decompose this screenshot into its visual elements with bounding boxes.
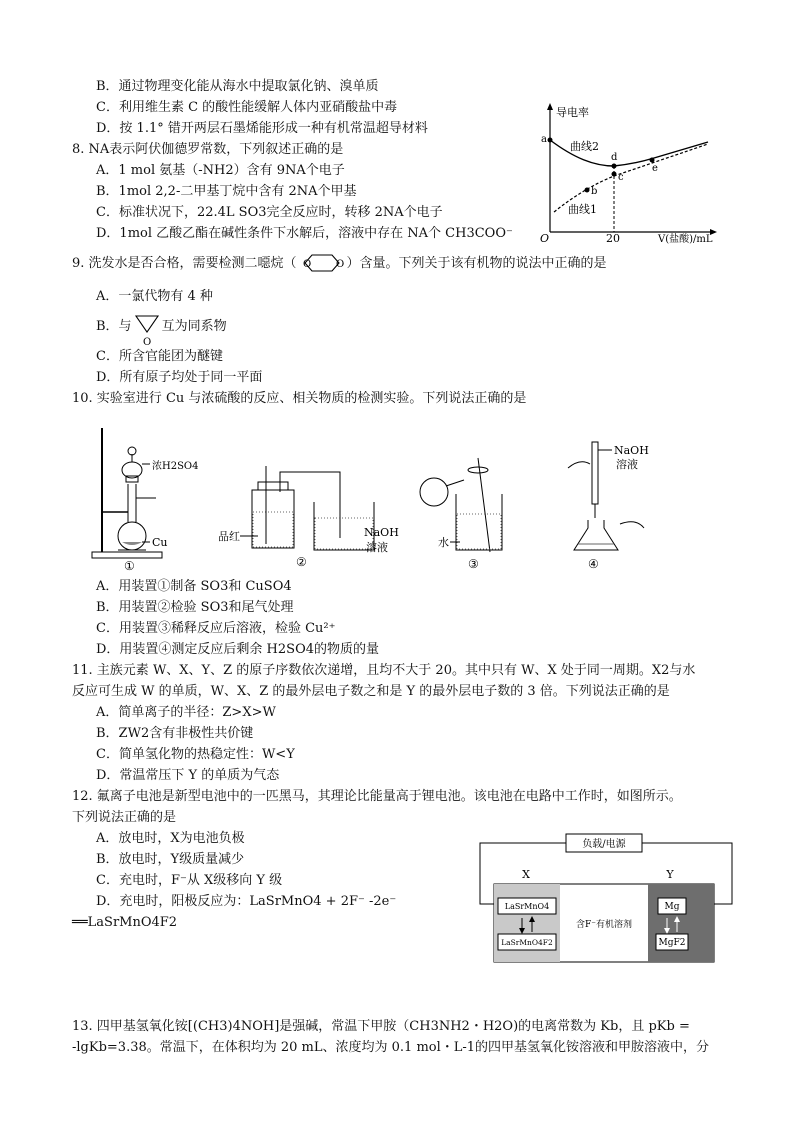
graph-point-e: [650, 158, 655, 163]
app3-water-label: 水: [438, 536, 449, 549]
graph-label-b: b: [591, 186, 598, 197]
graph-point-d: [612, 164, 617, 169]
battery-x-label: X: [522, 868, 530, 881]
graph-label-a: a: [541, 134, 547, 145]
q10-option-a: A．用装置①制备 SO3和 CuSO4: [96, 579, 292, 594]
q8-option-a: A．1 mol 氨基（-NH2）含有 9NA个电子: [96, 163, 345, 178]
apparatus-3: [412, 450, 522, 572]
q8-option-c: C．标准状况下，22.4L SO3完全反应时，转移 2NA个电子: [96, 205, 443, 220]
graph-curve2-label: 曲线2: [570, 140, 599, 153]
q9-option-c: C．所含官能团为醚键: [96, 349, 223, 364]
apparatus-2: [214, 458, 410, 570]
q10-option-b: B．用装置②检验 SO3和尾气处理: [96, 600, 294, 615]
q11-option-c: C．简单氢化物的热稳定性：W<Y: [96, 747, 295, 762]
q11-option-d: D．常温常压下 Y 的单质为气态: [96, 768, 280, 783]
graph-point-c: [612, 172, 617, 177]
q8-option-b: B．1mol 2,2-二甲基丁烷中含有 2NA个甲基: [96, 184, 357, 199]
q11-option-a: A．简单离子的半径：Z>X>W: [96, 705, 276, 720]
app1-cu-label: Cu: [152, 536, 168, 549]
app3-number: ③: [468, 557, 479, 571]
graph-point-b: [585, 188, 590, 193]
q12-option-d-cont: ══LaSrMnO4F2: [72, 915, 178, 930]
app4-naoh-label: NaOH: [614, 444, 649, 457]
dioxane-structure: [297, 257, 347, 271]
graph-point-a: [548, 138, 553, 143]
app2-pinhong-label: 品红: [218, 530, 240, 543]
q9-option-a: A．一氯代物有 4 种: [96, 289, 213, 304]
q12-option-c: C．充电时，F⁻从 X级移向 Y 级: [96, 873, 283, 888]
q9-option-b: B．与 O 互为同系物: [96, 316, 227, 336]
q12-line2: 下列说法正确的是: [72, 810, 177, 825]
conductivity-graph: [534, 100, 720, 246]
q10-stem: 10. 实验室进行 Cu 与浓硫酸的反应、相关物质的检测实验。下列说法正确的是: [72, 391, 527, 406]
app1-acid-label: 浓H2SO4: [152, 461, 199, 472]
graph-curve1: [554, 144, 708, 212]
q12-option-b: B．放电时，Y级质量减少: [96, 852, 245, 867]
q9-option-d: D．所有原子均处于同一平面: [96, 370, 263, 385]
graph-origin: O: [540, 232, 550, 245]
battery-electrolyte: 含F⁻有机溶剂: [576, 920, 632, 930]
epoxide-structure: [132, 316, 162, 346]
app4-soln-label: 溶液: [616, 458, 638, 471]
q9-stem: 9. 洗发水是否合格，需要检测二噁烷（ O O ）含量。下列关于该有机物的说法中正确的是: [72, 256, 607, 271]
q11-line1: 11. 主族元素 W、X、Y、Z 的原子序数依次递增，且均不大于 20。其中只有 W、X 处于同一周期。X2与水: [72, 663, 696, 678]
app2-naoh-label: NaOH: [364, 526, 399, 539]
q12-line1: 12. 氟离子电池是新型电池中的一匹黑马，其理论比能量高于锂电池。该电池在电路中工作时，如图所示。: [72, 789, 682, 804]
apparatus-1: [88, 424, 208, 572]
battery-y-top: Mg: [664, 902, 680, 912]
graph-label-e: e: [652, 163, 658, 174]
q12-option-d: D．充电时，阳极反应为：LaSrMnO4 + 2F⁻ -2e⁻: [96, 894, 397, 909]
battery-y-label: Y: [666, 868, 674, 881]
app2-soln-label: 溶液: [366, 541, 388, 554]
graph-xtick: 20: [606, 232, 620, 245]
apparatus-4: [560, 438, 680, 572]
app2-number: ②: [296, 555, 307, 569]
graph-ylabel: 导电率: [556, 106, 589, 119]
q11-option-b: B．ZW2含有非极性共价键: [96, 726, 254, 741]
battery-y-bottom: MgF2: [658, 938, 686, 948]
svg-text:O: O: [302, 258, 311, 270]
graph-curve1-label: 曲线1: [568, 203, 597, 216]
q12-option-a: A．放电时，X为电池负极: [96, 831, 245, 846]
graph-label-d: d: [611, 152, 618, 163]
q8-stem: 8. NA表示阿伏伽德罗常数，下列叙述正确的是: [72, 142, 344, 157]
battery-x-top: LaSrMnO4: [504, 902, 550, 911]
app4-number: ④: [588, 557, 599, 571]
svg-text:O: O: [142, 337, 151, 346]
battery-diagram: [476, 828, 738, 964]
q13-line1: 13. 四甲基氢氧化铵[(CH3)4NOH]是强碱，常温下甲胺（CH3NH2・H2O)的电离常数为 Kb，且 pKb =: [72, 1019, 690, 1034]
q10-option-d: D．用装置④测定反应后剩余 H2SO4的物质的量: [96, 642, 379, 657]
q10-option-c: C．用装置③稀释反应后溶液，检验 Cu²⁺: [96, 621, 336, 636]
battery-x-bottom: LaSrMnO4F2: [501, 938, 553, 947]
app1-number: ①: [124, 559, 135, 572]
q7-option-b: B．通过物理变化能从海水中提取氯化钠、溴单质: [96, 79, 379, 94]
svg-text:O: O: [335, 258, 344, 270]
graph-label-c: c: [618, 172, 624, 183]
q7-option-c: C．利用维生素 C 的酸性能缓解人体内亚硝酸盐中毒: [96, 100, 398, 115]
battery-load-label: 负载/电源: [582, 839, 626, 850]
q13-line2: -lgKb=3.38。常温下，在体积均为 20 mL、浓度均为 0.1 mol・L-1的四甲基氢氧化铵溶液和甲胺溶液中，分: [72, 1040, 710, 1055]
q7-option-d: D．按 1.1° 错开两层石墨烯能形成一种有机常温超导材料: [96, 121, 428, 136]
q8-option-d: D．1mol 乙酸乙酯在碱性条件下水解后，溶液中存在 NA个 CH3COO⁻: [96, 226, 513, 241]
q11-line2: 反应可生成 W 的单质，W、X、Z 的最外层电子数之和是 Y 的最外层电子数的 3 倍。下列说法正确的是: [72, 684, 670, 699]
graph-xlabel: V(盐酸)/mL: [658, 234, 713, 245]
